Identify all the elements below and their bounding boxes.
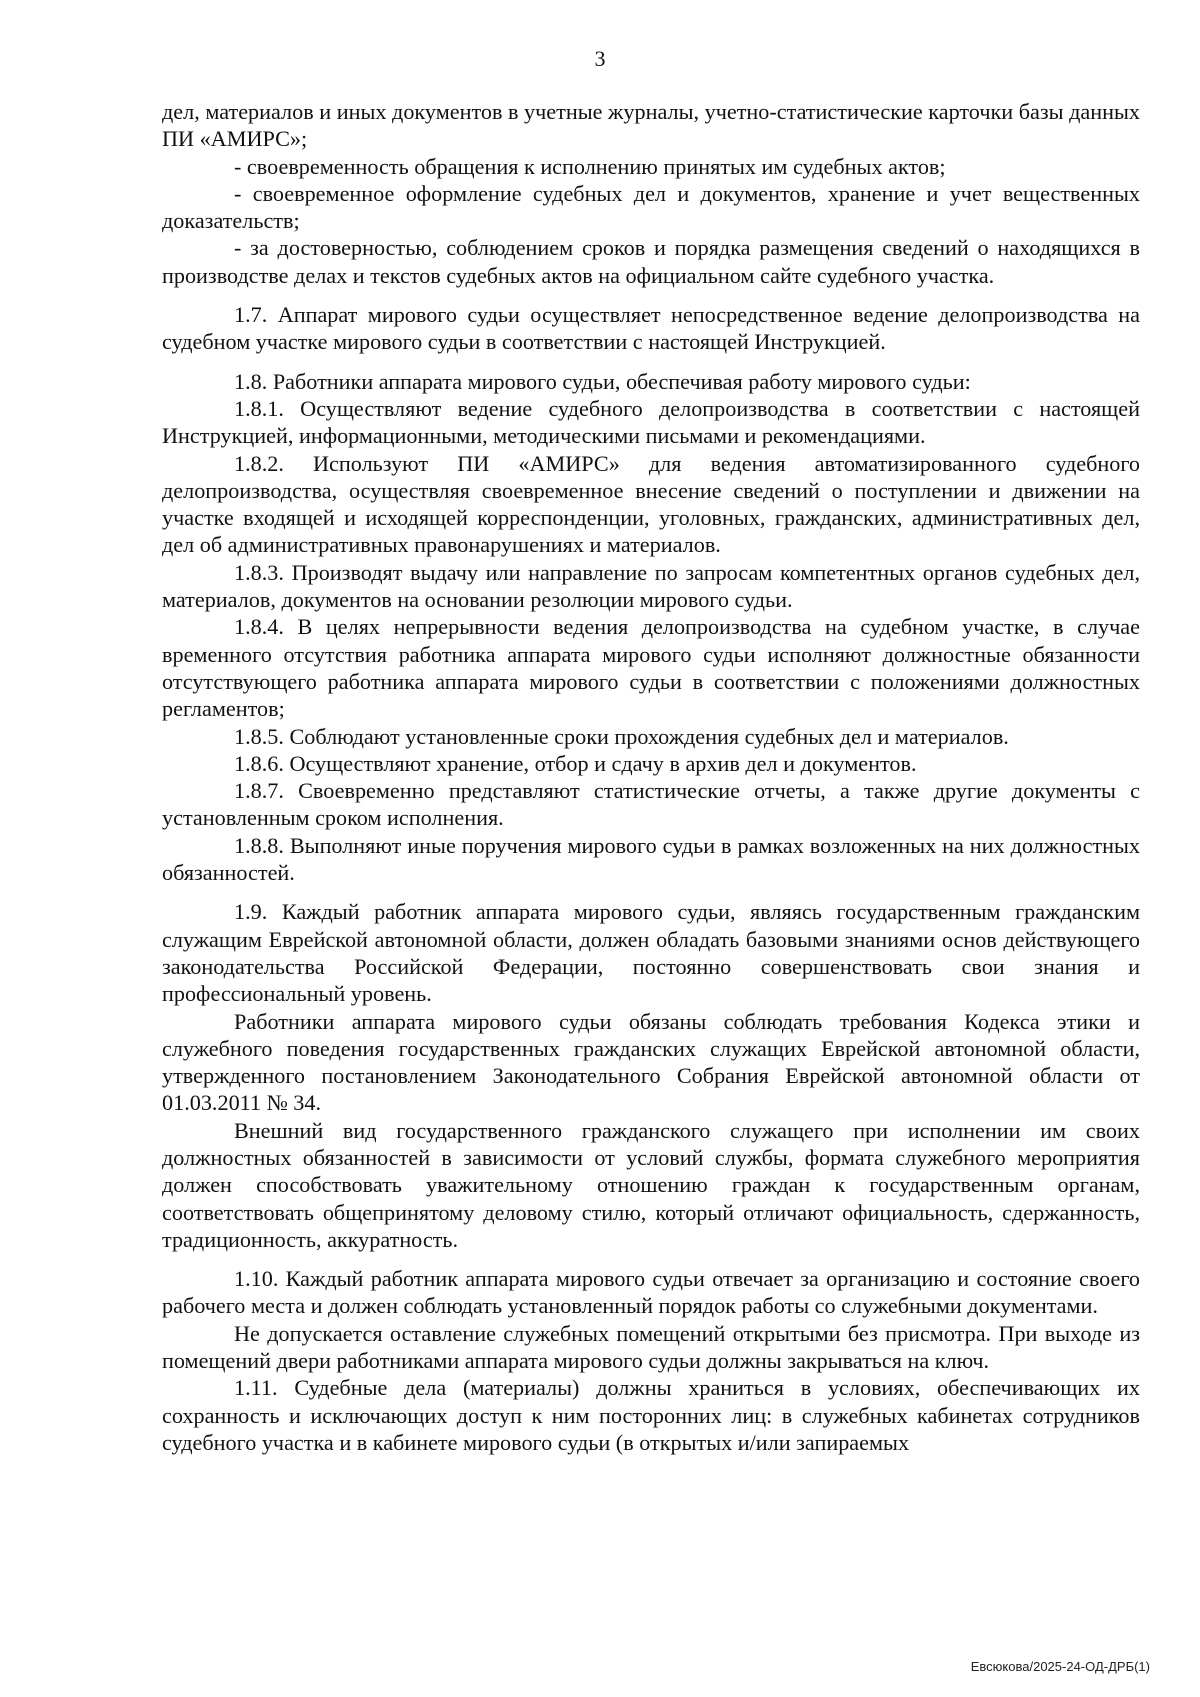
paragraph-section-1-7: 1.7. Аппарат мирового судьи осуществляет непосредственное ведение делопроизводства на судебном участке мирового судьи в соответствии с настоящей Инструкцией. — [162, 302, 1140, 355]
document-body — [162, 98, 1140, 1456]
paragraph: - своевременное оформление судебных дел и документов, хранение и учет вещественных доказательств; — [162, 180, 1140, 234]
paragraph-section-1-8-4: 1.8.4. В целях непрерывности ведения делопроизводства на судебном участке, в случае временного отсутствия работника аппарата мирового судьи исполняют должностные обязанности отсутствующего работника аппарата мирового судьи в соответствии с положениями должностных регламентов; — [162, 614, 1140, 722]
paragraph-section-1-9: 1.9. Каждый работник аппарата мирового судьи, являясь государственным гражданским служащим Еврейской автономной области, должен обладать базовыми знаниями основ действующего законодательства Российской Федерации, постоянно совершенствовать свои знания и профессиональный уровень. — [162, 899, 1140, 1007]
paragraph-section-1-8-7: 1.8.7. Своевременно представляют статистические отчеты, а также другие документы с установленным сроком исполнения. — [162, 778, 1140, 831]
paragraph: дел, материалов и иных документов в учетные журналы, учетно-статистические карточки базы данных ПИ «АМИРС»; — [162, 99, 1140, 152]
page-number: 3 — [594, 46, 606, 71]
paragraph-section-1-8-1: 1.8.1. Осуществляют ведение судебного делопроизводства в соответствии с настоящей Инструкцией, информационными, методическими письмами и рекомендациями. — [162, 395, 1140, 449]
paragraph: Внешний вид государственного гражданского служащего при исполнении им своих должностных обязанностей в зависимости от условий службы, формата служебного мероприятия должен способствовать уважительному отношению граждан к государственным органам, соответствовать общепринятому деловому стилю, который отличают официальность, сдержанность, традиционность, аккуратность. — [162, 1117, 1140, 1252]
paragraph: Работники аппарата мирового судьи обязаны соблюдать требования Кодекса этики и служебного поведения государственных гражданских служащих Еврейской автономной области, утвержденного постановлением Законодательного Собрания Еврейской автономной области от 01.03.2011 № 34. — [162, 1008, 1140, 1116]
paragraph-section-1-11: 1.11. Судебные дела (материалы) должны храниться в условиях, обеспечивающих их сохранность и исключающих доступ к ним посторонних лиц: в служебных кабинетах сотрудников судебного участка и в кабинете мирового судьи (в открытых и/или запираемых — [162, 1375, 1140, 1455]
paragraph: - своевременность обращения к исполнению принятых им судебных актов; — [234, 153, 946, 179]
paragraph-section-1-8: 1.8. Работники аппарата мирового судьи, обеспечивая работу мирового судьи: — [234, 368, 971, 394]
paragraph: Не допускается оставление служебных помещений открытыми без присмотра. При выходе из помещений двери работниками аппарата мирового судьи должны закрываться на ключ. — [162, 1320, 1140, 1374]
paragraph-section-1-8-3: 1.8.3. Производят выдачу или направление по запросам компетентных органов судебных дел, материалов, документов на основании резолюции мирового судьи. — [162, 559, 1140, 613]
paragraph-section-1-8-5: 1.8.5. Соблюдают установленные сроки прохождения судебных дел и материалов. — [234, 723, 1009, 749]
paragraph-section-1-8-6: 1.8.6. Осуществляют хранение, отбор и сдачу в архив дел и документов. — [234, 750, 917, 776]
paragraph-section-1-10: 1.10. Каждый работник аппарата мирового судьи отвечает за организацию и состояние своего рабочего места и должен соблюдать установленный порядок работы со служебными документами. — [162, 1266, 1140, 1319]
paragraph: - за достоверностью, соблюдением сроков и порядка размещения сведений о находящихся в производстве делах и текстов судебных актов на официальном сайте судебного участка. — [162, 235, 1140, 288]
paragraph-section-1-8-2: 1.8.2. Используют ПИ «АМИРС» для ведения автоматизированного судебного делопроизводства, осуществляя своевременное внесение сведений о поступлении и движении на участке входящей и исходящей корреспонденции, уголовных, гражданских, административных дел, дел об административных правонарушениях и материалов. — [162, 450, 1140, 558]
document-footer-id: Евсюкова/2025-24-ОД-ДРБ(1) — [970, 1659, 1150, 1674]
paragraph-section-1-8-8: 1.8.8. Выполняют иные поручения мирового судьи в рамках возложенных на них должностных обязанностей. — [162, 832, 1140, 886]
